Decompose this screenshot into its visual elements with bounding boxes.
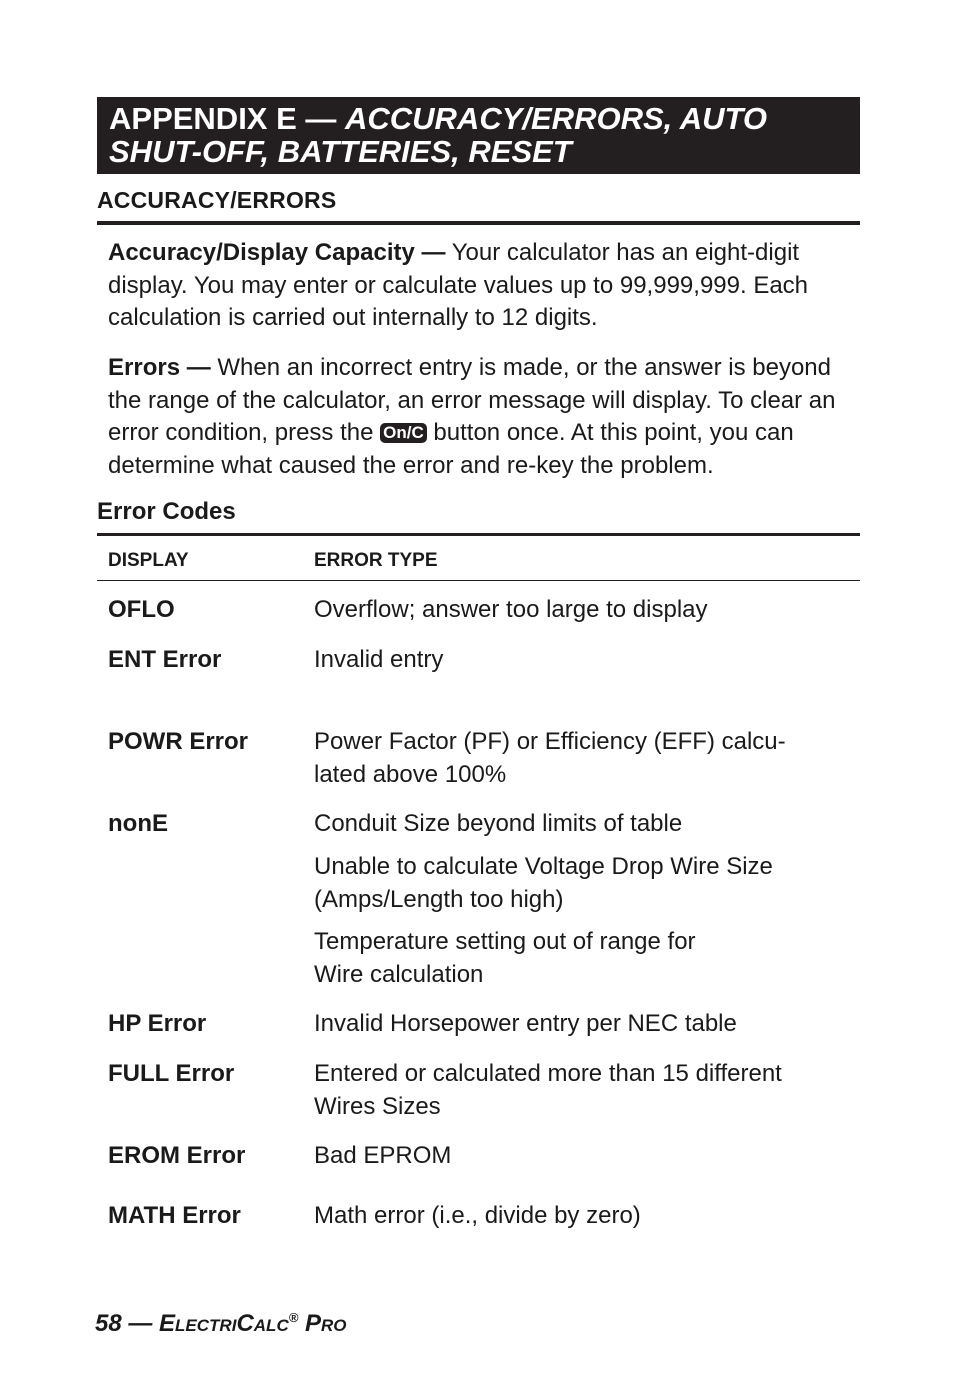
error-description: Invalid entry [314, 646, 444, 673]
accuracy-lead: Accuracy/Display Capacity — [108, 239, 446, 266]
registered-mark: ® [288, 1310, 299, 1325]
column-header-error-type: ERROR TYPE [314, 550, 438, 571]
error-code: FULL Error [108, 1060, 235, 1087]
errors-text-1: When an incorrect entry is made, or the answer is beyond the range of the calculator, an error message will display. To clear an error condition, press the [108, 354, 836, 446]
error-codes-heading: Error Codes [97, 498, 860, 536]
error-description: Overflow; answer too large to display [314, 596, 708, 623]
error-code: POWR Error [108, 728, 249, 755]
error-description: Conduit Size beyond limits of table [314, 810, 683, 837]
page-number: 58 — [95, 1310, 160, 1337]
error-description: Invalid Horsepower entry per NEC table [314, 1010, 737, 1037]
error-description: Bad EPROM [314, 1142, 452, 1169]
error-code: OFLO [108, 596, 175, 623]
error-description: Math error (i.e., divide by zero) [314, 1202, 641, 1229]
error-description: Entered or calculated more than 15 different Wires Sizes [314, 1060, 782, 1120]
error-description: Unable to calculate Voltage Drop Wire Size (Amps/Length too high) [314, 853, 773, 913]
on-c-key-icon: On/C [380, 423, 427, 443]
error-code: EROM Error [108, 1142, 246, 1169]
title-line-2: SHUT-OFF, BATTERIES, RESET [109, 134, 572, 169]
error-description: Temperature setting out of range for Wire calculation [314, 928, 696, 988]
error-code: MATH Error [108, 1202, 241, 1229]
page-footer: 58 — ELECTRICALC® PRO [95, 1310, 347, 1337]
errors-lead: Errors — [108, 354, 211, 381]
appendix-title [97, 97, 860, 174]
accuracy-paragraph [108, 237, 860, 335]
errors-text-2: button once. At this point, you can determine what caused the error and re-key the problem. [108, 419, 794, 479]
errors-paragraph [108, 352, 860, 482]
error-code: nonE [108, 810, 168, 837]
error-code: ENT Error [108, 646, 222, 673]
error-code: HP Error [108, 1010, 207, 1037]
table-header [97, 548, 860, 581]
section-heading: ACCURACY/ERRORS [97, 187, 860, 225]
accuracy-text: Your calculator has an eight-digit display. You may enter or calculate values up to 99,999,999. Each calculation is carried out internally to 12 digits. [108, 239, 809, 331]
error-description: Power Factor (PF) or Efficiency (EFF) calcu- lated above 100% [314, 728, 786, 788]
column-header-display: DISPLAY [108, 550, 189, 571]
title-line-1: APPENDIX E — ACCURACY/ERRORS, AUTO [109, 101, 767, 136]
